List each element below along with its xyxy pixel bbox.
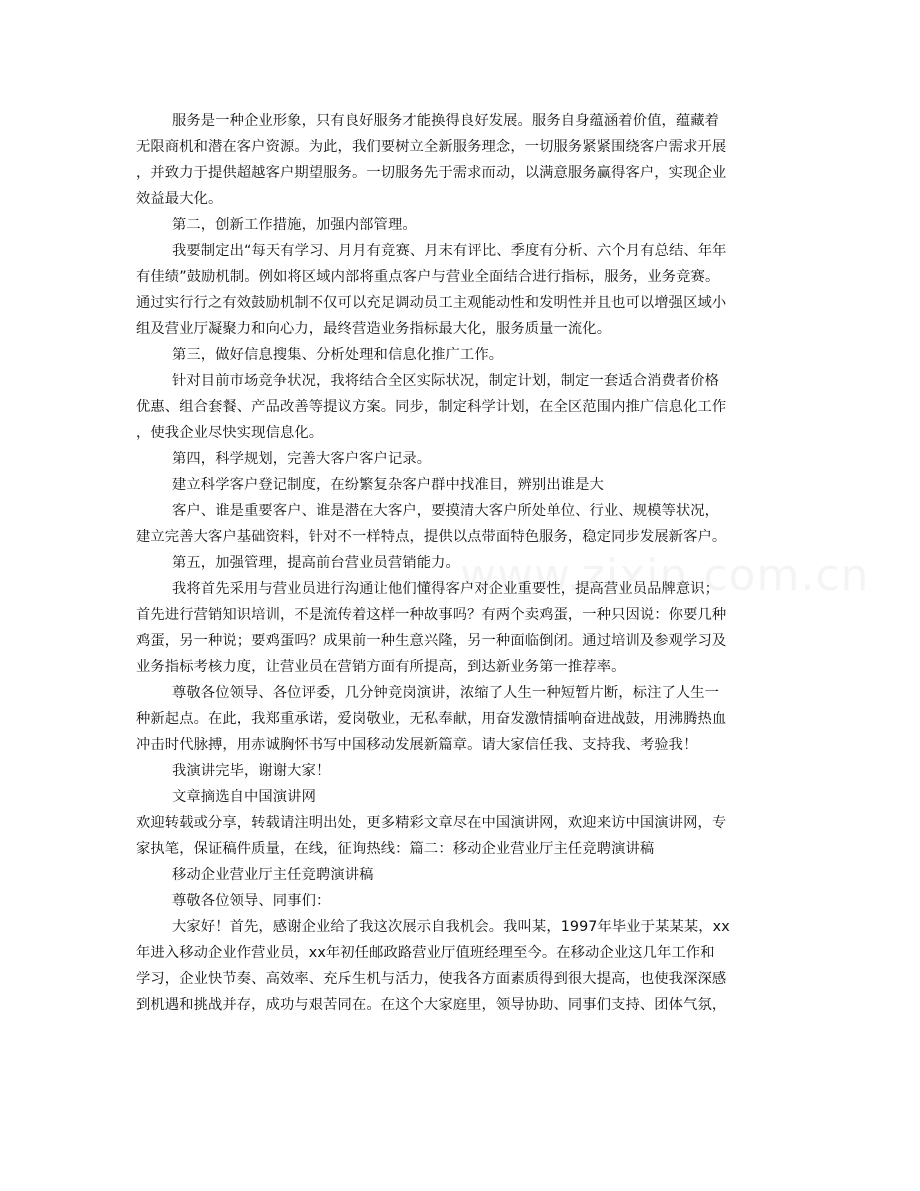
paragraph-source: 文章摘选自中国演讲网: [172, 789, 316, 805]
paragraph-service-image: 服务是一种企业形象，只有良好服务才能换得良好发展。服务自身蕴涵着价值，蕴藏着 无限商机和潜在客户资源。为此，我们要树立全新服务理念，一切服务紧紧围绕客户需求开展 ，并致力于提供超越客户期望服务。一切服务先于需求而动，以满意服务赢得客户，实现企业 效益最大化。: [136, 113, 727, 207]
heading-fifth-point: 第五，加强管理，提高前台营业员营销能力。: [172, 555, 460, 571]
paragraph-incentive-mechanism: 我要制定出“每天有学习、月月有竞赛、月末有评比、季度有分析、六个月有总结、年年 有佳绩”鼓励机制。例如将区域内部将重点客户与营业全面结合进行指标，服务，业务竞赛。 通过实行行之有效鼓励机制不仅可以充足调动员工主观能动性和发明性并且也可以增强区域小 组及营业厅凝聚力和向心力，最终营造业务指标最大化，服务质量一流化。: [136, 243, 727, 337]
paragraph-sales-training: 我将首先采用与营业员进行沟通让他们懂得客户对企业重要性，提高营业员品牌意识； 首先进行营销知识培训，不是流传着这样一种故事吗？有两个卖鸡蛋，一种只因说：你要几种 鸡蛋，另一种说；要鸡蛋吗？成果前一种生意兴隆，另一种面临倒闭。通过培训及参观学习及 业务指标考核力度，让营业员在营销方面有所提高，到达新业务第一推荐率。: [136, 581, 727, 675]
paragraph-closing-pledge: 尊敬各位领导、各位评委，几分钟竞岗演讲，浓缩了人生一种短暂片断，标注了人生一 种新起点。在此，我郑重承诺，爱岗敬业，无私奉献，用奋发激情擂响奋进战鼓，用沸腾热血 冲击时代脉搏，用赤诚胸怀书写中国移动发展新篇章。请大家信任我、支持我、考验我！: [136, 685, 727, 753]
heading-fourth-point: 第四，科学规划，完善大客户客户记录。: [172, 451, 432, 467]
document-body: [136, 108, 786, 1018]
paragraph-customer-registration: 建立科学客户登记制度，在纷繁复杂客户群中找准目，辨别出谁是大: [172, 477, 604, 493]
paragraph-reprint-notice: 欢迎转载或分享，转载请注明出处，更多精彩文章尽在中国演讲网，欢迎来访中国演讲网，专 家执笔，保证稿件质量，在线，征询热线：篇二：移动企业营业厅主任竞聘演讲稿: [136, 815, 727, 857]
paragraph-self-introduction: 大家好！首先，感谢企业给了我这次展示自我机会。我叫某，1997年毕业于某某某，xx 年进入移动企业作营业员，xx年初任邮政路营业厅值班经理至今。在移动企业这几年工作和 学习，企业快节奏、高效率、充斥生机与活力，使我各方面素质得到很大提高，也使我深深感 到机遇和挑战并存，成功与艰苦同在。在这个大家庭里，领导协助、同事们支持、团体气氛，: [136, 919, 730, 1013]
heading-second-point: 第二，创新工作措施，加强内部管理。: [172, 217, 417, 233]
paragraph-thanks: 我演讲完毕，谢谢大家！: [172, 763, 331, 779]
paragraph-market-competition: 针对目前市场竞争状况，我将结合全区实际状况，制定计划，制定一套适合消费者价格 优惠、组合套餐、产品改善等提议方案。同步，制定科学计划，在全区范围内推广信息化工作 ，使我企业尽快实现信息化。: [136, 373, 727, 441]
heading-third-point: 第三，做好信息搜集、分析处理和信息化推广工作。: [172, 347, 504, 363]
paragraph-key-customers: 客户、谁是重要客户、谁是潜在大客户，要摸清大客户所处单位、行业、规模等状况， 建立完善大客户基础资料，针对不一样特点，提供以点带面特色服务，稳定同步发展新客户。: [136, 503, 727, 545]
heading-second-speech-title: 移动企业营业厅主任竞聘演讲稿: [172, 867, 374, 883]
paragraph-salutation: 尊敬各位领导、同事们：: [172, 893, 331, 909]
